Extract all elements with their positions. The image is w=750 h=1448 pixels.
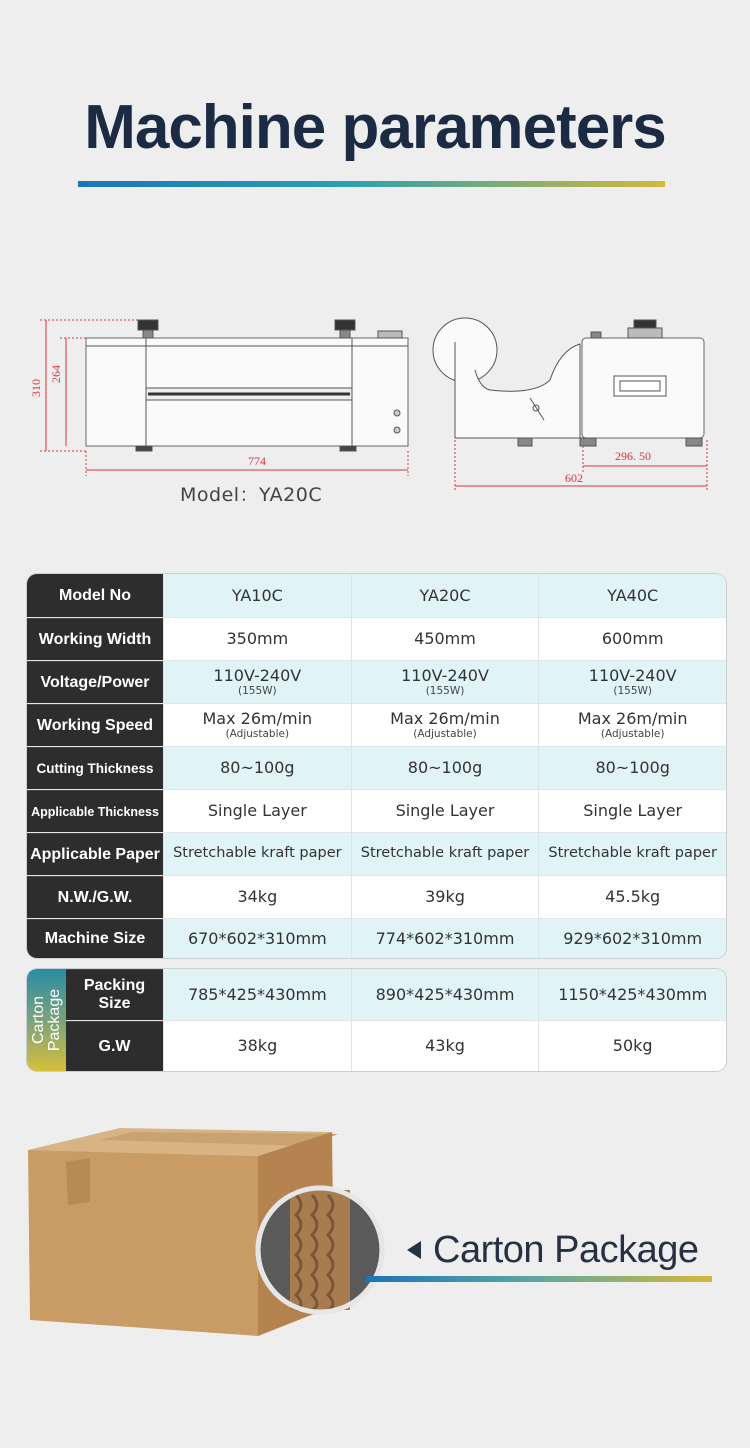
table-cell <box>538 661 726 703</box>
table-cell: 785*425*430mm <box>163 969 351 1020</box>
carton-side-text <box>31 989 63 1051</box>
cell-note: (Adjustable) <box>600 727 665 740</box>
table-cell: 774*602*310mm <box>351 919 539 958</box>
row-header: Working Speed <box>27 704 163 746</box>
row-header: Packing Size <box>66 969 163 1020</box>
table-cell: Single Layer <box>538 790 726 832</box>
table-row <box>27 875 726 918</box>
corrugated-detail <box>290 1190 350 1310</box>
cell-note: (155W) <box>238 684 277 697</box>
cell-note: (155W) <box>425 684 465 697</box>
front-view-drawing <box>86 320 408 451</box>
table-cell: 600mm <box>538 618 726 660</box>
model-header-cell: YA40C <box>538 574 726 617</box>
row-header: Working Width <box>27 618 163 660</box>
table-cell: Stretchable kraft paper <box>163 833 351 875</box>
table-row <box>27 789 726 832</box>
table-cell: 50kg <box>538 1021 726 1071</box>
row-header: Voltage/Power <box>27 661 163 703</box>
table-row <box>27 703 726 746</box>
table-cell: 450mm <box>351 618 539 660</box>
row-header: N.W./G.W. <box>27 876 163 918</box>
table-row <box>27 660 726 703</box>
carton-package-text: Carton Package <box>433 1229 699 1271</box>
table-cell: 80~100g <box>163 747 351 789</box>
dim-width-body: 296. 50 <box>615 449 651 463</box>
table-cell: 38kg <box>163 1021 351 1071</box>
table-cell <box>351 704 539 746</box>
table-row <box>27 617 726 660</box>
table-header-row <box>27 574 726 617</box>
model-header-cell: YA10C <box>163 574 351 617</box>
cell-note: (Adjustable) <box>413 727 477 740</box>
cell-value: 110V-240V <box>213 665 302 685</box>
table-cell <box>538 704 726 746</box>
cell-note: (Adjustable) <box>225 727 290 740</box>
table-cell <box>351 661 539 703</box>
table-cell: Stretchable kraft paper <box>538 833 726 875</box>
carton-underline <box>366 1276 712 1282</box>
table-cell: 890*425*430mm <box>351 969 539 1020</box>
table-cell: 929*602*310mm <box>538 919 726 958</box>
row-header: Model No <box>27 574 163 617</box>
technical-drawings <box>0 310 750 510</box>
table-cell: 34kg <box>163 876 351 918</box>
dim-width: 774 <box>248 454 266 468</box>
carton-side-label <box>27 969 66 1071</box>
side-view-drawing <box>433 318 704 446</box>
carton-side-line2: Package <box>45 988 63 1052</box>
table-cell: 670*602*310mm <box>163 919 351 958</box>
cell-value: Max 26m/min <box>390 708 500 728</box>
row-header: Cutting Thickness <box>27 747 163 789</box>
table-cell <box>163 704 351 746</box>
table-cell: 45.5kg <box>538 876 726 918</box>
model-header-cell: YA20C <box>351 574 539 617</box>
dim-height-body: 264 <box>49 365 63 383</box>
table-row <box>66 1020 726 1071</box>
table-cell: 39kg <box>351 876 539 918</box>
page-title: Machine parameters <box>84 93 666 162</box>
table-cell: Single Layer <box>351 790 539 832</box>
table-row <box>27 746 726 789</box>
table-row <box>27 918 726 958</box>
cell-value: Max 26m/min <box>202 708 313 728</box>
cell-value: Max 26m/min <box>577 708 688 728</box>
table-row <box>66 969 726 1020</box>
row-header: G.W <box>66 1021 163 1071</box>
carton-table-body <box>66 969 726 1071</box>
table-cell: 43kg <box>351 1021 539 1071</box>
model-caption: Model：YA20C <box>180 484 323 506</box>
carton-package-label <box>407 1229 699 1272</box>
table-cell: 1150*425*430mm <box>538 969 726 1020</box>
title-underline <box>78 181 665 187</box>
table-cell: Single Layer <box>163 790 351 832</box>
carton-side-line1: Carton <box>29 995 47 1045</box>
table-cell: Stretchable kraft paper <box>351 833 539 875</box>
spec-table <box>27 574 726 958</box>
table-row <box>27 832 726 875</box>
row-header: Machine Size <box>27 919 163 958</box>
row-header: Applicable Paper <box>27 833 163 875</box>
dim-height-total: 310 <box>29 379 43 397</box>
carton-table <box>27 969 726 1071</box>
cell-value: 110V-240V <box>401 665 489 685</box>
table-cell: 80~100g <box>538 747 726 789</box>
machine-drawing <box>0 310 750 510</box>
dim-width-total: 602 <box>565 471 583 485</box>
row-header: Applicable Thickness <box>27 790 163 832</box>
table-cell: 80~100g <box>351 747 539 789</box>
table-cell <box>163 661 351 703</box>
cell-value: 110V-240V <box>588 665 677 685</box>
cell-note: (155W) <box>613 684 652 697</box>
table-cell: 350mm <box>163 618 351 660</box>
